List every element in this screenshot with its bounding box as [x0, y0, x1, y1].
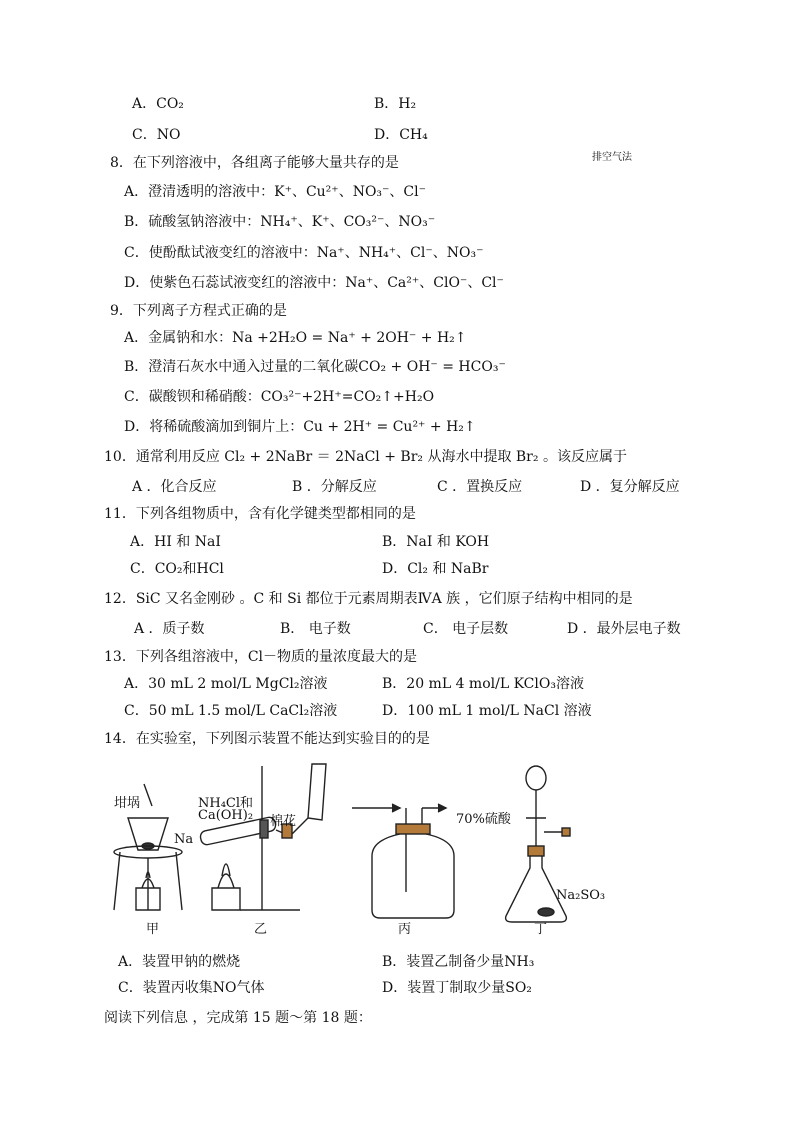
q12-option-b: B． 电子数 — [280, 621, 351, 637]
label-cotton: 棉花 — [270, 814, 297, 829]
apparatus-figure — [100, 760, 600, 940]
q11-stem: 11．下列各组物质中，含有化学键类型都相同的是 — [104, 506, 416, 522]
label-yi: 乙 — [254, 922, 268, 937]
q8-option-b: B．硫酸氢钠溶液中：NH₄⁺、K⁺、CO₃²⁻、NO₃⁻ — [124, 214, 436, 230]
q10-stem: 10．通常利用反应 Cl₂ + 2NaBr ＝ 2NaCl + Br₂ 从海水中提取 Br₂ 。该反应属于 — [104, 449, 627, 465]
q14-stem: 14．在实验室，下列图示装置不能达到实验目的的是 — [104, 731, 430, 747]
q12-option-c: C． 电子层数 — [423, 621, 509, 637]
q7-option-d: D．CH₄ — [374, 127, 428, 143]
q8-option-a: A．澄清透明的溶液中：K⁺、Cu²⁺、NO₃⁻、Cl⁻ — [124, 184, 426, 200]
label-reagent-line1: NH₄Cl和 — [198, 796, 254, 811]
handwritten-note: 排空气法 — [592, 152, 632, 163]
q9-option-d: D．将稀硫酸滴加到铜片上：Cu + 2H⁺ = Cu²⁺ + H₂↑ — [124, 419, 476, 435]
q11-option-b: B．NaI 和 KOH — [382, 534, 490, 550]
q10-option-b: B ．分解反应 — [292, 479, 377, 495]
q13-option-d: D．100 mL 1 mol/L NaCl 溶液 — [382, 703, 592, 719]
label-ding: 丁 — [534, 922, 548, 937]
q13-option-c: C．50 mL 1.5 mol/L CaCl₂溶液 — [124, 703, 338, 719]
q7-option-b: B．H₂ — [374, 96, 417, 112]
label-acid: 70%硫酸 — [456, 812, 511, 827]
label-na2so3: Na₂SO₃ — [556, 888, 606, 903]
q7-option-c: C．NO — [132, 127, 181, 143]
q7-option-a: A．CO₂ — [132, 96, 184, 112]
q8-stem: 8．在下列溶液中，各组离子能够大量共存的是 — [110, 155, 399, 171]
q11-option-a: A．HI 和 NaI — [130, 534, 221, 550]
q9-stem: 9．下列离子方程式正确的是 — [110, 303, 287, 319]
label-jia: 甲 — [146, 922, 160, 937]
q8-option-d: D．使紫色石蕊试液变红的溶液中：Na⁺、Ca²⁺、ClO⁻、Cl⁻ — [124, 275, 504, 291]
label-bing: 丙 — [398, 922, 412, 937]
q14-option-b: B．装置乙制备少量NH₃ — [382, 954, 535, 970]
q14-option-c: C．装置丙收集NO气体 — [118, 980, 265, 996]
q14-option-a: A．装置甲钠的燃烧 — [118, 954, 241, 970]
q9-option-c: C．碳酸钡和稀硝酸：CO₃²⁻+2H⁺=CO₂↑+H₂O — [124, 389, 435, 405]
q12-option-d: D ．最外层电子数 — [567, 621, 681, 637]
q12-option-a: A ．质子数 — [134, 621, 205, 637]
q10-option-d: D ．复分解反应 — [580, 479, 680, 495]
q10-option-c: C ．置换反应 — [437, 479, 523, 495]
label-na: Na — [174, 832, 194, 847]
q10-option-a: A ．化合反应 — [132, 479, 217, 495]
q9-option-a: A．金属钠和水：Na +2H₂O = Na⁺ + 2OH⁻ + H₂↑ — [124, 330, 467, 346]
q12-stem: 12．SiC 又名金刚砂 。C 和 Si 都位于元素周期表ⅣA 族 ，它们原子结构中相同的是 — [104, 591, 633, 607]
q13-option-a: A．30 mL 2 mol/L MgCl₂溶液 — [124, 676, 328, 692]
reading-instructions: 阅读下列信息 ，完成第 15 题～第 18 题： — [104, 1010, 372, 1026]
apparatus-yi — [199, 764, 326, 910]
q11-option-d: D．Cl₂ 和 NaBr — [382, 561, 489, 577]
label-reagent-line2: Ca(OH)₂ — [198, 808, 254, 823]
q9-option-b: B．澄清石灰水中通入过量的二氧化碳CO₂ + OH⁻ = HCO₃⁻ — [124, 359, 506, 375]
q13-stem: 13．下列各组溶液中，Cl－物质的量浓度最大的是 — [104, 649, 418, 665]
q8-option-c: C．使酚酞试液变红的溶液中：Na⁺、NH₄⁺、Cl⁻、NO₃⁻ — [124, 245, 484, 261]
label-crucible: 坩埚 — [114, 796, 141, 811]
q13-option-b: B．20 mL 4 mol/L KClO₃溶液 — [382, 676, 584, 692]
q11-option-c: C．CO₂和HCl — [130, 561, 224, 577]
apparatus-bing — [352, 804, 454, 918]
q14-option-d: D．装置丁制取少量SO₂ — [382, 980, 532, 996]
